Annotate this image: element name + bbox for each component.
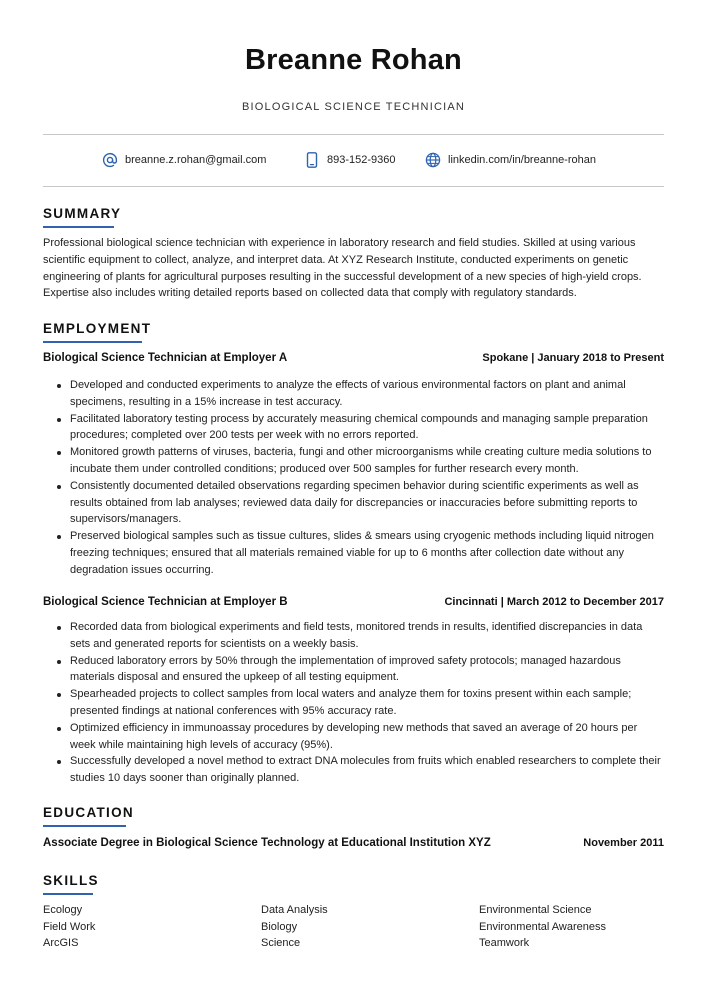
job-bullets [43,619,664,787]
degree-title: Associate Degree in Biological Science Technology at Educational Institution XYZ [43,837,491,849]
skill-item: Field Work [43,920,96,933]
skill-item: Science [261,937,301,949]
header-divider-top [43,134,664,135]
skills-heading: SKILLS [43,873,99,888]
contact-phone[interactable] [304,150,396,170]
job-bullets [43,377,664,579]
skills-column [479,902,679,952]
summary-text [43,235,664,302]
skill-item: Biology [261,920,298,933]
job-bullet: Spearheaded projects to collect samples from local waters and analyze them for toxins present within each sample; presented findings at national conferences with 95% accuracy rate. [43,686,664,720]
summary-line: scientific equipment to collect, analyze, and interpret data. At XYZ Research Institute, conducted experiments on genetic [43,253,629,266]
job-header [43,352,664,368]
skill-item: Environmental Science [479,904,592,916]
job-bullet: Preserved biological samples such as tissue cultures, slides & smears using cryogenic methods including liquid nitrogen freezing techniques; ensured that all materials remained viable for up to 6 months after collection date without any degradation issues occurring. [43,528,664,578]
job-bullet: Consistently documented detailed observations regarding specimen behavior during scientific experiments as well as results obtained from lab analyses; reviewed data daily for discrepancies or inaccuracies before submitting reports to supervisors/managers. [43,478,664,528]
education-heading: EDUCATION [43,805,134,820]
skill-item: Teamwork [479,937,530,949]
job-title: Biological Science Technician at Employer A [43,352,288,364]
at-sign-icon [102,152,118,168]
job-location-dates: Spokane | January 2018 to Present [482,352,664,364]
phone-text: 893-152-9360 [327,154,396,166]
job-bullet: Optimized efficiency in immunoassay procedures by developing new methods that saved an average of 20 hours per week while maintaining high levels of accuracy (95%). [43,720,664,754]
employment-underline [43,341,142,343]
phone-icon [304,152,320,168]
skills-underline [43,893,93,895]
email-text: breanne.z.rohan@gmail.com [125,154,267,166]
contact-linkedin[interactable] [425,150,596,170]
summary-line: engineering of plants for agricultural purposes resulting in the successful development of a new species of high-yield crops. [43,270,642,283]
candidate-title: BIOLOGICAL SCIENCE TECHNICIAN [241,101,466,113]
globe-icon [425,152,441,168]
job-bullet: Recorded data from biological experiments and field tests, monitored trends in results, identified discrepancies in data sets and generated reports for scientists on a weekly basis. [43,619,664,653]
skill-item: ArcGIS [43,937,79,949]
skills-column [261,902,461,952]
linkedin-text: linkedin.com/in/breanne-rohan [448,154,596,166]
job-bullet: Monitored growth patterns of viruses, bacteria, fungi and other microorganisms while creating culture media solutions to incubate them under controlled conditions; produced over 500 samples for further research every month. [43,444,664,478]
employment-heading: EMPLOYMENT [43,321,152,336]
skill-item: Data Analysis [261,904,328,916]
skills-column [43,902,243,952]
contact-row [43,150,664,170]
job-location-dates: Cincinnati | March 2012 to December 2017 [444,596,664,608]
job-bullet: Facilitated laboratory testing process by accurately measuring chemical compounds and managing sample preparation procedures; completed over 200 tests per week with no errors reported. [43,411,664,445]
header-divider-bottom [43,186,664,187]
summary-line: Expertise also includes writing detailed reports based on collected data that comply with regulatory standards. [43,287,577,300]
job-bullet: Developed and conducted experiments to analyze the effects of various environmental factors on plant and animal specimens, resulting in a 15% increase in test accuracy. [43,377,664,411]
candidate-name: Breanne Rohan [245,44,462,76]
education-entry [43,837,664,853]
summary-line: Professional biological science technician with experience in laboratory research and field studies. Skilled at using various [43,237,636,249]
job-title: Biological Science Technician at Employer B [43,596,288,608]
contact-email[interactable] [102,150,266,170]
education-underline [43,825,126,827]
summary-underline [43,226,114,228]
summary-heading: SUMMARY [43,206,122,221]
job-bullet: Successfully developed a novel method to extract DNA molecules from fruits which enabled researchers to complete their studies 10 days sooner than originally planned. [43,753,664,787]
graduation-date: November 2011 [583,837,664,849]
job-header [43,596,664,612]
skill-item: Ecology [43,904,83,916]
job-bullet: Reduced laboratory errors by 50% through the implementation of improved safety protocols; managed hazardous materials disposal and ensured the upkeep of all testing equipment. [43,653,664,687]
skill-item: Environmental Awareness [479,920,606,933]
